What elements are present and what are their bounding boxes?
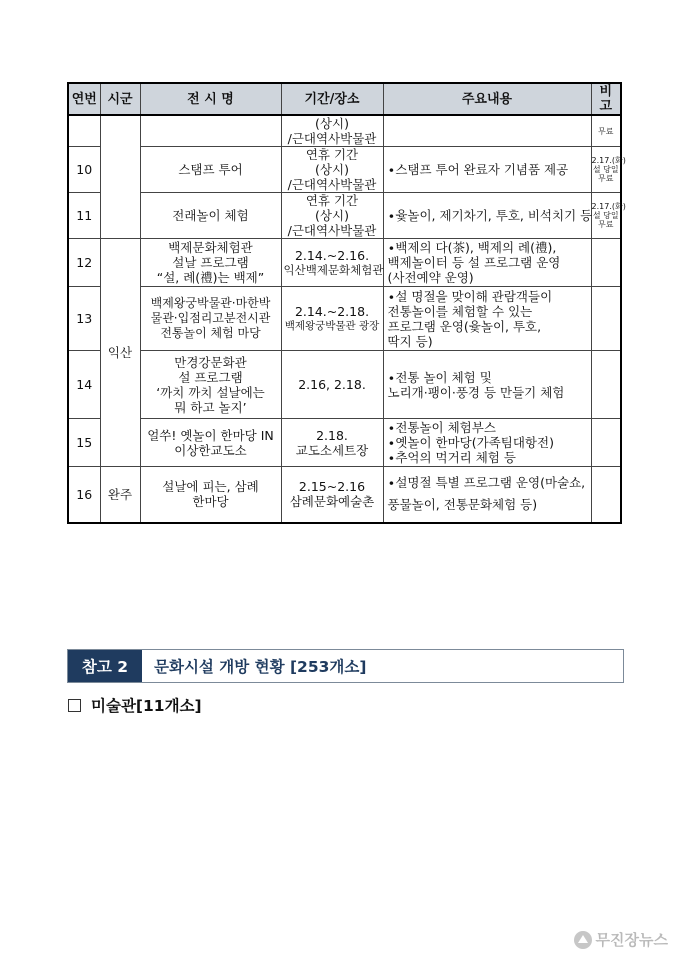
cell-note <box>591 419 621 467</box>
cell-note: 2.17.(화) 설 당일 무료 <box>591 193 621 239</box>
cell-content: ∙전통 놀이 체험 및 노리개·팽이·풍경 등 만들기 체험 <box>383 351 591 419</box>
cell-region-iksan: 익산 <box>100 239 140 467</box>
cell-note <box>591 467 621 523</box>
cell-no: 14 <box>68 351 100 419</box>
cell-no: 12 <box>68 239 100 287</box>
cell-no <box>68 115 100 147</box>
cell-note <box>591 351 621 419</box>
cell-content: ∙윷놀이, 제기차기, 투호, 비석치기 등 <box>383 193 591 239</box>
section-label: 참고 2 <box>68 650 142 682</box>
cell-name <box>140 115 281 147</box>
table-row <box>68 115 621 147</box>
table-row <box>68 193 621 239</box>
cell-note <box>591 287 621 351</box>
subheading <box>68 694 202 716</box>
cell-name: 전래놀이 체험 <box>140 193 281 239</box>
cell-name: 얼쑤! 옛놀이 한마당 IN 이상한교도소 <box>140 419 281 467</box>
cell-name: 스탬프 투어 <box>140 147 281 193</box>
cell-name: 백제왕궁박물관·마한박 물관·입점리고분전시관 전통놀이 체험 마당 <box>140 287 281 351</box>
table-row <box>68 287 621 351</box>
cell-name: 만경강문화관 설 프로그램 ‘까치 까치 설날에는 뭐 하고 놀지’ <box>140 351 281 419</box>
col-header-name: 전 시 명 <box>140 83 281 115</box>
watermark-text: 무진장뉴스 <box>595 931 668 949</box>
cell-period: 2.18. 교도소세트장 <box>281 419 383 467</box>
cell-content: ∙설명절 특별 프로그램 운영(마술쇼, 풍물놀이, 전통문화체험 등) <box>383 467 591 523</box>
cell-no: 15 <box>68 419 100 467</box>
col-header-no: 연번 <box>68 83 100 115</box>
section-banner <box>67 649 624 683</box>
section-title: 문화시설 개방 현황 [253개소] <box>142 650 623 682</box>
cell-region-wanju: 완주 <box>100 467 140 523</box>
col-header-region: 시군 <box>100 83 140 115</box>
cell-period: (상시) /근대역사박물관 <box>281 115 383 147</box>
subheading-text: 미술관[11개소] <box>91 697 202 715</box>
cell-period: 2.15~2.16 삼례문화예술촌 <box>281 467 383 523</box>
table-row <box>68 147 621 193</box>
cell-period: 연휴 기간 (상시) /근대역사박물관 <box>281 147 383 193</box>
table-row <box>68 351 621 419</box>
cell-no: 13 <box>68 287 100 351</box>
cell-name: 설날에 피는, 삼례 한마당 <box>140 467 281 523</box>
cell-period: 연휴 기간 (상시) /근대역사박물관 <box>281 193 383 239</box>
cell-no: 10 <box>68 147 100 193</box>
cell-content: ∙설 명절을 맞이해 관람객들이 전통놀이를 체험할 수 있는 프로그램 운영(윷놀이, 투호, 딱지 등) <box>383 287 591 351</box>
table-row <box>68 467 621 523</box>
events-table <box>67 82 626 524</box>
cell-content: ∙스탬프 투어 완료자 기념품 제공 <box>383 147 591 193</box>
watermark-logo-icon <box>574 931 592 949</box>
cell-note <box>591 239 621 287</box>
cell-region-blank <box>100 115 140 239</box>
col-header-period: 기간/장소 <box>281 83 383 115</box>
cell-period: 2.16, 2.18. <box>281 351 383 419</box>
cell-content: ∙백제의 다(茶), 백제의 례(禮), 백제놀이터 등 설 프로그램 운영 (사전예약 운영) <box>383 239 591 287</box>
cell-no: 16 <box>68 467 100 523</box>
cell-period: 2.14.~2.16. 익산백제문화체험관 <box>281 239 383 287</box>
watermark <box>574 929 668 950</box>
checkbox-icon <box>68 699 81 712</box>
cell-no: 11 <box>68 193 100 239</box>
cell-period: 2.14.~2.18. 백제왕궁박물관 광장 <box>281 287 383 351</box>
col-header-content: 주요내용 <box>383 83 591 115</box>
table-row <box>68 239 621 287</box>
cell-note: 2.17.(화) 설 당일 무료 <box>591 147 621 193</box>
cell-note: 무료 <box>591 115 621 147</box>
col-header-note: 비고 <box>591 83 621 115</box>
table-row <box>68 419 621 467</box>
cell-content <box>383 115 591 147</box>
cell-content: ∙전통놀이 체험부스 ∙옛놀이 한마당(가족팀대항전) ∙추억의 먹거리 체험 등 <box>383 419 591 467</box>
cell-name: 백제문화체험관 설날 프로그램 “설, 례(禮)는 백제” <box>140 239 281 287</box>
table-header-row <box>68 83 621 115</box>
